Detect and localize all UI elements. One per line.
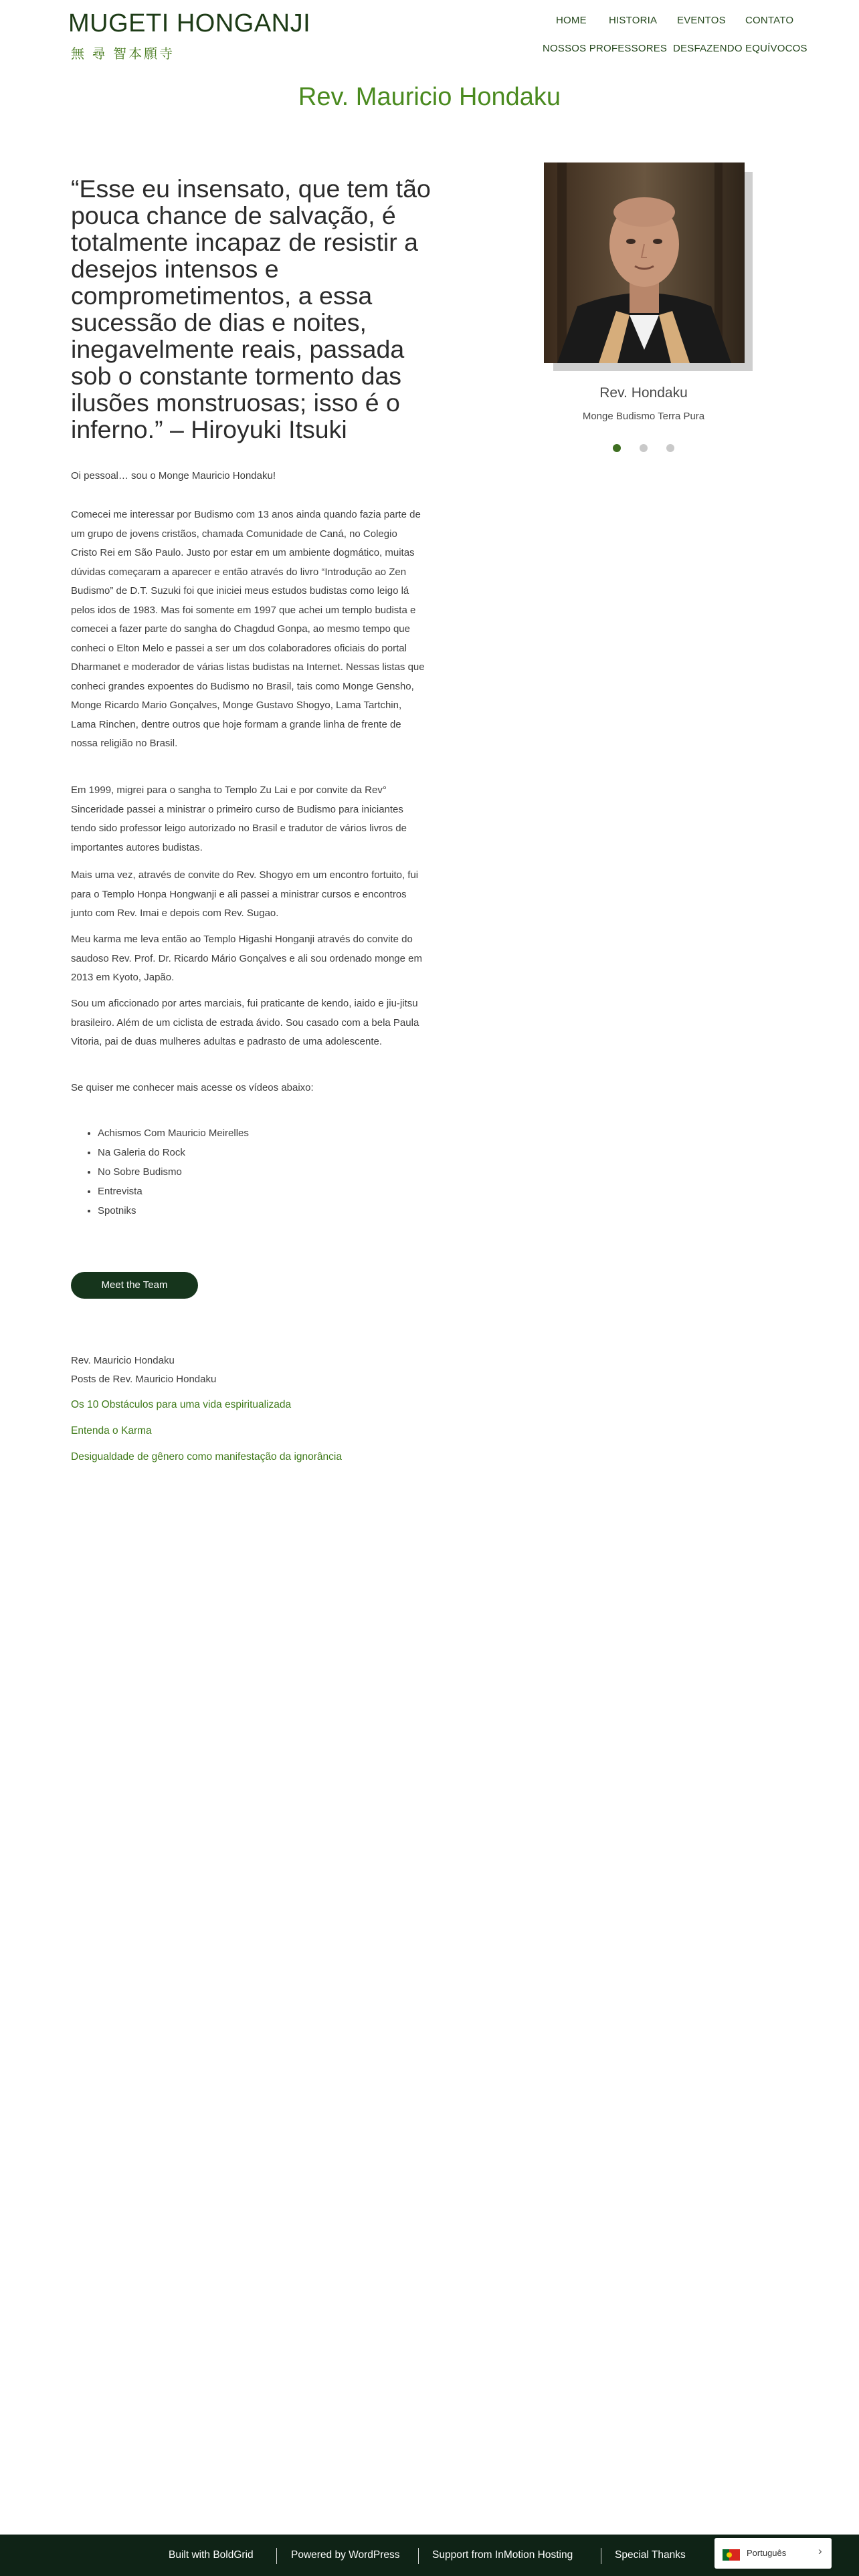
profile-name: Rev. Hondaku xyxy=(599,385,688,401)
video-title[interactable]: Achismos Com Mauricio Meirelles xyxy=(98,1128,249,1139)
post-link[interactable]: Desigualdade de gênero como manifestação da ignorância xyxy=(71,1451,342,1463)
video-title[interactable]: Entrevista xyxy=(98,1186,142,1197)
site-subtitle: 無 尋 智本願寺 xyxy=(71,47,175,62)
bio-paragraph-3: Mais uma vez, através de convite do Rev. Shogyo em um encontro fortuito, fui para o Templo Honpa Hongwanji e ali passei a ministrar cursos e encontros junto com Rev. Imai e depois com Rev. Sugao. xyxy=(71,869,419,919)
profile-photo xyxy=(544,163,745,363)
list-item[interactable] xyxy=(98,1143,432,1162)
language-switcher[interactable] xyxy=(714,2538,832,2569)
video-title[interactable]: No Sobre Budismo xyxy=(98,1166,182,1178)
list-item[interactable] xyxy=(98,1123,432,1143)
post-link[interactable]: Os 10 Obstáculos para uma vida espiritualizada xyxy=(71,1399,292,1410)
list-item[interactable] xyxy=(98,1201,432,1220)
list-item[interactable] xyxy=(98,1182,432,1201)
meet-the-team-button[interactable]: Meet the Team xyxy=(71,1272,198,1299)
bio-paragraph-4: Meu karma me leva então ao Templo Higashi Honganji através do convite do saudoso Rev. Prof. Dr. Ricardo Mário Gonçalves e ali sou ordenado monge em 2013 em Kyoto, Japão. xyxy=(71,934,422,983)
bio-paragraph-2: Em 1999, migrei para o sangha to Templo Zu Lai e por convite da Rev° Sinceridade passei a ministrar o primeiro curso de Budismo para iniciantes tendo sido professor leigo autorizado no Brasil e tradutor de vários livros de importantes autores budistas. xyxy=(71,784,407,853)
site-header xyxy=(0,0,859,74)
nav-eventos[interactable]: EVENTOS xyxy=(677,15,726,26)
intro-paragraph: Oi pessoal… sou o Monge Mauricio Hondaku! xyxy=(71,470,276,481)
footer-link-special-thanks[interactable]: Special Thanks xyxy=(615,2549,686,2561)
language-label: Português xyxy=(747,2548,787,2558)
footer-link-inmotion[interactable]: Support from InMotion Hosting xyxy=(432,2549,573,2561)
carousel-dot-1[interactable] xyxy=(613,444,621,452)
chevron-right-icon: › xyxy=(818,2545,822,2557)
site-title[interactable]: MUGETI HONGANJI xyxy=(68,9,311,37)
bio-paragraph-5: Sou um aficcionado por artes marciais, fui praticante de kendo, iaido e jiu-jitsu brasileiro. Além de um ciclista de estrada ávido. Sou casado com a bela Paula Vitoria, pai de duas mulheres adultas e padrasto de uma adolescente. xyxy=(71,998,419,1047)
quote: “Esse eu insensato, que tem tão pouca chance de salvação, é totalmente incapaz de resistir a desejos intensos e comprometimentos, a essa sucessão de dias e noites, inegavelmente reais, passada sob o constante tormento das ilusões monstruosas; isso é o inferno.” – Hiroyuki Itsuki xyxy=(71,175,431,443)
author-name: Rev. Mauricio Hondaku xyxy=(71,1355,175,1366)
portugal-flag-icon xyxy=(723,2549,740,2561)
bio-paragraph-1: Comecei me interessar por Budismo com 13 anos ainda quando fazia parte de um grupo de jovens cristãos, chamada Comunidade de Caná, no Colegio Cristo Rei em São Paulo. Justo por estar em um ambiente dogmático, muitas dúvidas começaram a aparecer e então através do livro “Introdução ao Zen Budismo” de D.T. Suzuki foi que iniciei meus estudos budistas como leigo lá pelos idos de 1983. Mas foi somente em 1997 que achei um templo budista e comecei a fazer parte do sangha do Chagdud Gonpa, ao mesmo tempo que conheci o Elton Melo e passei a ser um dos colaboradores oficiais do portal Dharmanet e moderador de várias listas budistas na Internet. Nessas listas que conheci grandes expoentes do Budismo no Brasil, tais como Monge Gensho, Monge Ricardo Mario Gonçalves, Monge Gustavo Shogyo, Lama Tartchin, Lama Rinchen, dentre outros que hoje formam a grande linha de frente de nossa religião no Brasil. xyxy=(71,509,425,749)
page-title: Rev. Mauricio Hondaku xyxy=(298,83,561,111)
nav-nossos-professores[interactable]: NOSSOS PROFESSORES xyxy=(543,43,668,54)
nav-contato[interactable]: CONTATO xyxy=(745,15,794,26)
monk-portrait-image xyxy=(544,163,745,363)
carousel-dot-3[interactable] xyxy=(666,444,674,452)
post-link[interactable]: Entenda o Karma xyxy=(71,1425,152,1436)
posts-heading: Posts de Rev. Mauricio Hondaku xyxy=(71,1374,217,1385)
video-title[interactable]: Na Galeria do Rock xyxy=(98,1147,185,1158)
nav-home[interactable]: HOME xyxy=(556,15,587,26)
nav-desfazendo-equivocos[interactable]: DESFAZENDO EQUÍVOCOS xyxy=(673,43,807,54)
nav-historia[interactable]: HISTORIA xyxy=(609,15,658,26)
video-title[interactable]: Spotniks xyxy=(98,1205,136,1216)
list-item[interactable] xyxy=(98,1162,432,1182)
video-list xyxy=(71,1123,432,1220)
profile-role: Monge Budismo Terra Pura xyxy=(582,411,705,422)
footer-link-wordpress[interactable]: Powered by WordPress xyxy=(291,2549,400,2561)
footer-divider xyxy=(276,2548,277,2564)
footer-divider xyxy=(418,2548,419,2564)
carousel-dot-2[interactable] xyxy=(640,444,648,452)
footer-link-boldgrid[interactable]: Built with BoldGrid xyxy=(169,2549,254,2561)
videos-intro: Se quiser me conhecer mais acesse os vídeos abaixo: xyxy=(71,1082,314,1093)
